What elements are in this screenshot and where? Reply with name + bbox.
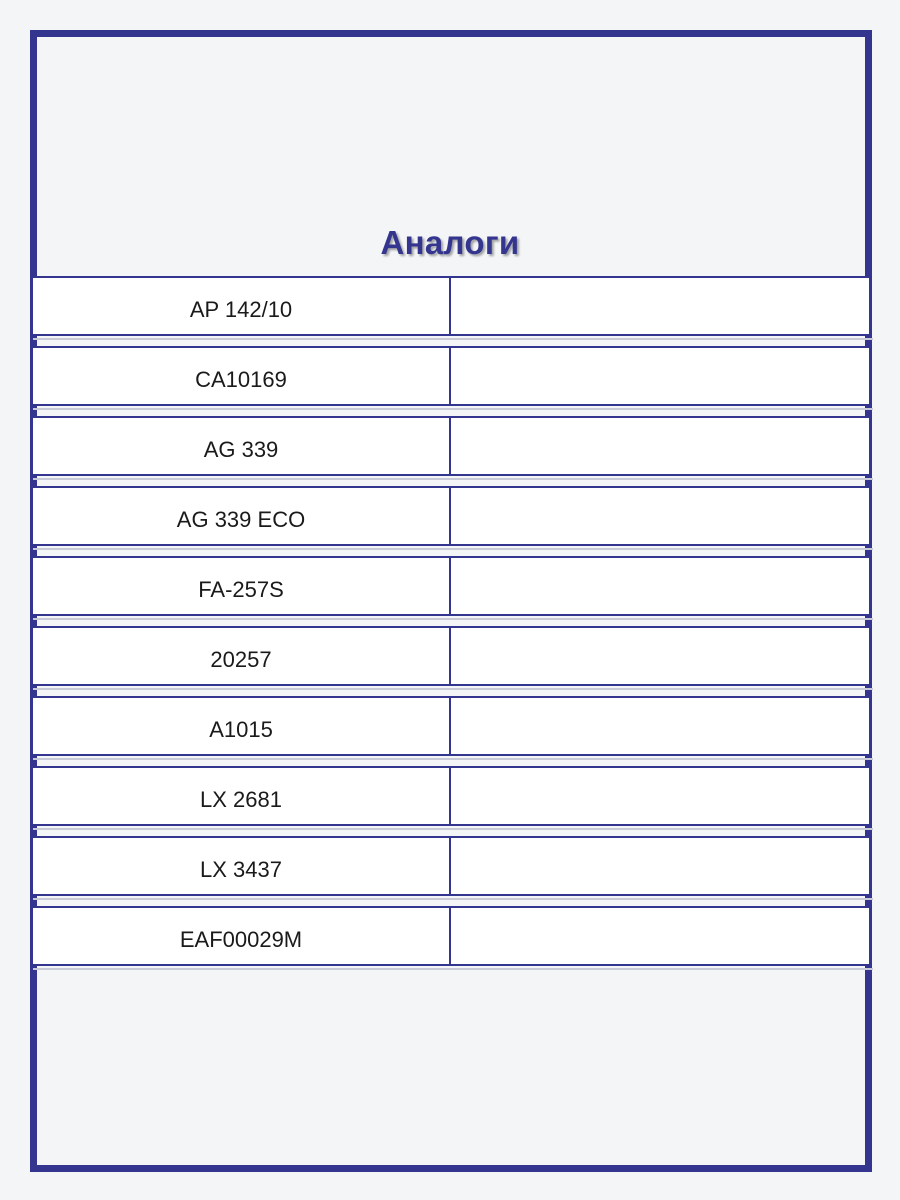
analogs-table <box>31 276 871 976</box>
analog-code: LX 3437 <box>33 838 451 894</box>
empty-cell <box>451 278 869 334</box>
empty-cell <box>451 908 869 964</box>
table-row <box>31 696 871 756</box>
table-row <box>31 346 871 406</box>
analog-code: AG 339 ECO <box>33 488 451 544</box>
analog-code: A1015 <box>33 698 451 754</box>
analog-code: AP 142/10 <box>33 278 451 334</box>
analog-code: 20257 <box>33 628 451 684</box>
analog-code: CA10169 <box>33 348 451 404</box>
table-row <box>31 906 871 966</box>
table-row <box>31 836 871 896</box>
empty-cell <box>451 558 869 614</box>
page-title: Аналоги <box>380 224 520 261</box>
empty-cell <box>451 698 869 754</box>
analog-code: AG 339 <box>33 418 451 474</box>
analog-code: EAF00029M <box>33 908 451 964</box>
empty-cell <box>451 488 869 544</box>
table-row <box>31 556 871 616</box>
empty-cell <box>451 838 869 894</box>
table-row <box>31 416 871 476</box>
empty-cell <box>451 628 869 684</box>
analog-code: FA-257S <box>33 558 451 614</box>
empty-cell <box>451 418 869 474</box>
table-row <box>31 626 871 686</box>
table-row <box>31 486 871 546</box>
table-row <box>31 276 871 336</box>
table-row <box>31 766 871 826</box>
analog-code: LX 2681 <box>33 768 451 824</box>
empty-cell <box>451 348 869 404</box>
empty-cell <box>451 768 869 824</box>
